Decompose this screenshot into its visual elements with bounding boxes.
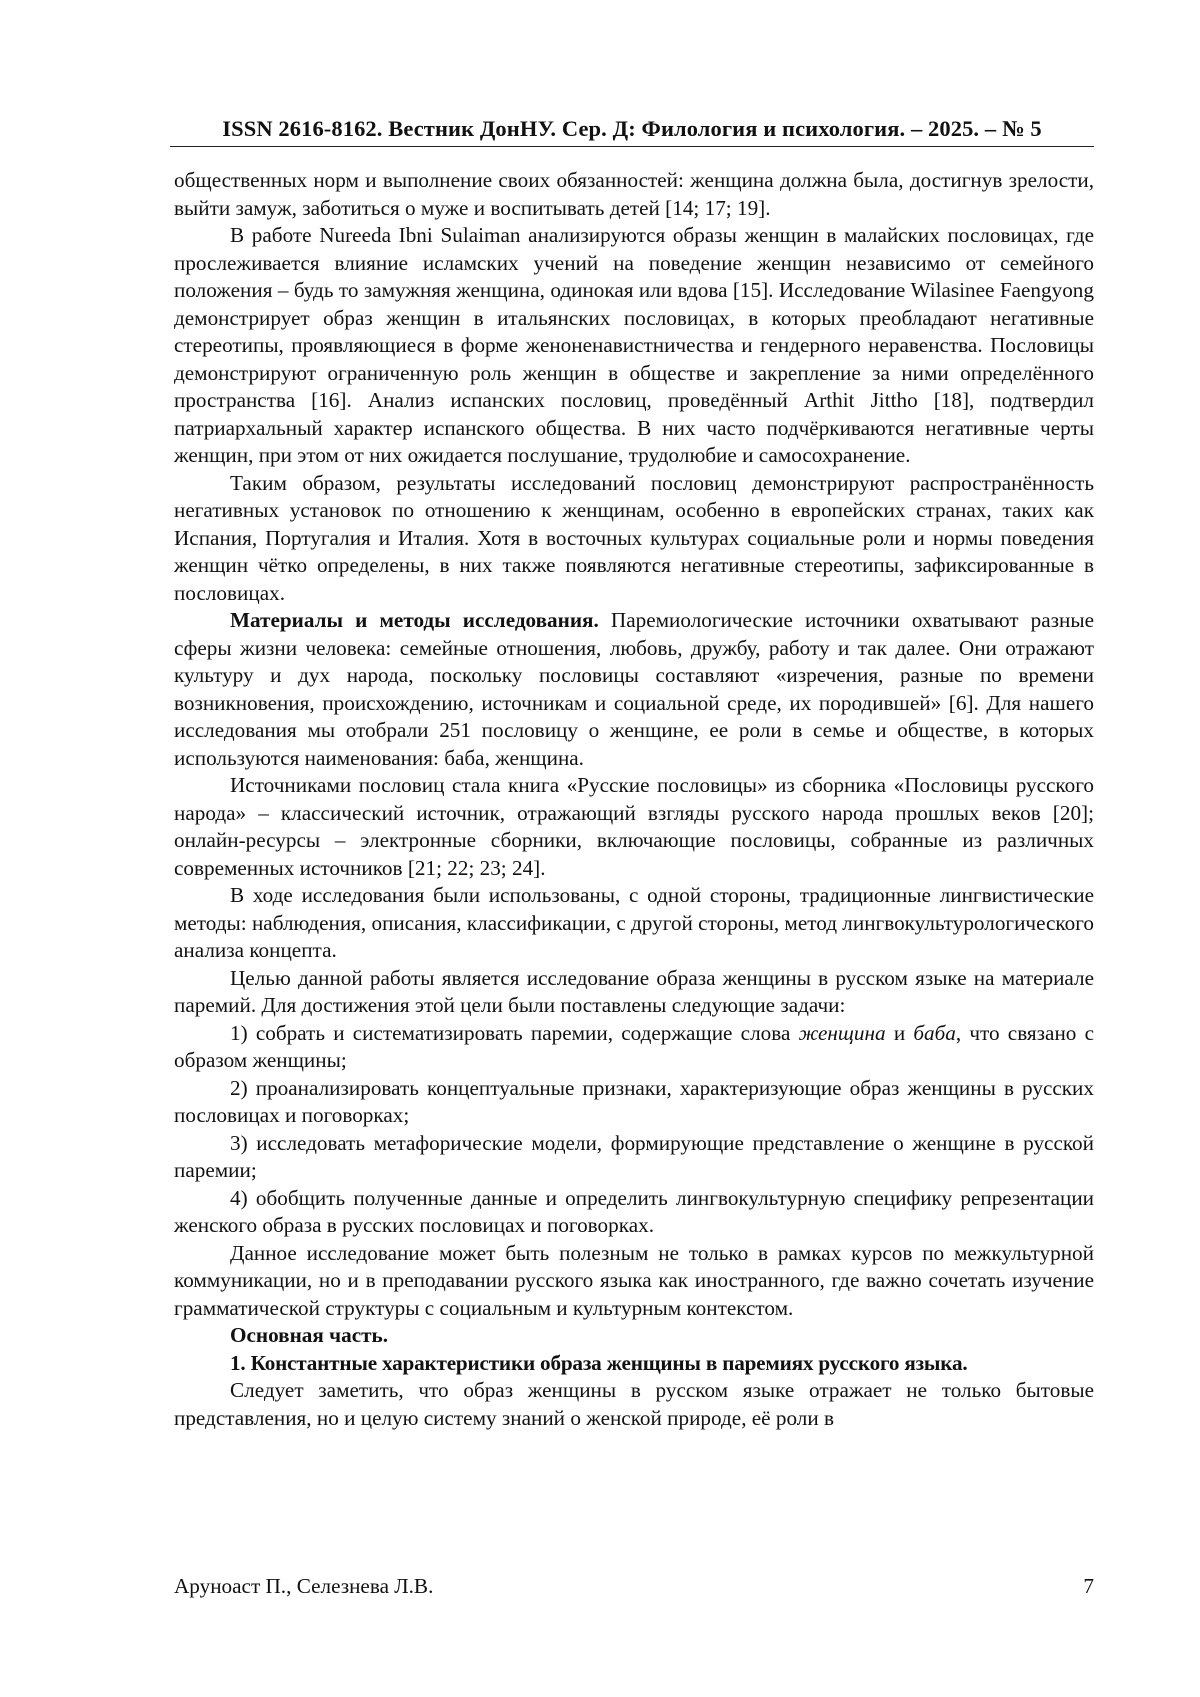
materials-text: Паремиологические источники охватывают разные сферы жизни человека: семейные отношения, любовь, дружбу, работу и так далее. Они отражают культуру и дух народа, поскольку пословицы составляют «изречения, разные по времени возникновения, происхождению, источникам и социальной среде, их породившей» [6]. Для нашего исследования мы отобрали 251 пословицу о женщине, ее роли в семье и обществе, в которых используются наименования: баба, женщина.: [174, 608, 1094, 770]
paragraph-summary: Таким образом, результаты исследований пословиц демонстрируют распространённость негативных установок по отношению к женщинам, особенно в европейских странах, таких как Испания, Португалия и Италия. Хотя в восточных культурах социальные роли и нормы поведения женщин чётко определены, в них также появляются негативные стереотипы, зафиксированные в пословицах.: [174, 470, 1094, 605]
section-heading-materials: Материалы и методы исследования.: [230, 608, 599, 632]
paragraph-prior-studies: В работе Nureeda Ibni Sulaiman анализируются образы женщин в малайских пословицах, где прослеживается влияние исламских учений на поведение женщин независимо от семейного положения – будь то замужняя женщина, одинокая или вдова [15]. Исследование Wilasinee Faengyong демонстрирует образ женщин в итальянских пословицах, в которых преобладают негативные стереотипы, проявляющиеся в форме женоненавистничества и гендерного неравенства. Пословицы демонстрируют ограниченную роль женщин в обществе и закрепление за ними определённого пространства [16]. Анализ испанских пословиц, проведённый Arthit Jittho [18], подтвердил патриархальный характер испанского общества. В них часто подчёркиваются негативные черты женщин, при этом от них ожидается послушание, трудолюбие и самосохранение.: [174, 223, 1094, 467]
section-heading-main: Основная часть.: [230, 1323, 389, 1347]
task-item-2: 2) проанализировать концептуальные признаки, характеризующие образ женщины в русских пословицах и поговорках;: [174, 1075, 1094, 1127]
journal-header: ISSN 2616-8162. Вестник ДонНУ. Сер. Д: Филология и психология. – 2025. – № 5: [222, 116, 1042, 141]
task-item-3: 3) исследовать метафорические модели, формирующие представление о женщине в русской паремии;: [174, 1130, 1094, 1182]
term-zhenshchina: женщина: [798, 1020, 886, 1045]
page-number: 7: [1083, 1574, 1094, 1598]
subsection-heading-1: 1. Константные характеристики образа женщины в паремиях русского языка.: [230, 1350, 968, 1375]
header-rule: [170, 146, 1094, 147]
paragraph-methods: В ходе исследования были использованы, с одной стороны, традиционные лингвистические методы: наблюдения, описания, классификации, с другой стороны, метод лингвокультурологического анализа концепта.: [174, 883, 1094, 962]
paragraph-sources: Источниками пословиц стала книга «Русские пословицы» из сборника «Пословицы русского народа» – классический источник, отражающий взгляды русского народа прошлых веков [20]; онлайн-ресурсы – электронные сборники, включающие пословицы, собранные из различных современных источников [21; 22; 23; 24].: [174, 773, 1094, 880]
task-item-1: [174, 1020, 1094, 1075]
task-1-text: 1) собрать и систематизировать паремии, содержащие слова: [230, 1020, 799, 1045]
paragraph-significance: Данное исследование может быть полезным не только в рамках курсов по межкультурной коммуникации, но и в преподавании русского языка как иностранного, где важно сочетать изучение грамматической структуры с социальным и культурным контекстом.: [174, 1240, 1094, 1320]
paragraph-goal: Целью данной работы является исследование образа женщины в русском языке на материале паремий. Для достижения этой цели были поставлены следующие задачи:: [174, 965, 1094, 1017]
article-body: [174, 167, 1094, 1432]
task-1-text-end: , что связано с образом женщины;: [174, 1020, 1094, 1072]
paragraph-main-intro: Следует заметить, что образ женщины в русском языке отражает не только бытовые представления, но и целую систему знаний о женской природе, её роли в: [174, 1378, 1094, 1430]
task-item-4: 4) обобщить полученные данные и определить лингвокультурную специфику репрезентации женского образа в русских пословицах и поговорках.: [174, 1185, 1094, 1237]
term-baba: баба: [913, 1020, 956, 1045]
paragraph-materials-methods: [174, 607, 1094, 772]
task-1-and: и: [885, 1020, 914, 1045]
paragraph-continuation: общественных норм и выполнение своих обязанностей: женщина должна была, достигнув зрелости, выйти замуж, заботиться о муже и воспитывать детей [14; 17; 19].: [174, 168, 1094, 220]
footer-authors: Аруноаст П., Селезнева Л.В.: [174, 1574, 434, 1598]
